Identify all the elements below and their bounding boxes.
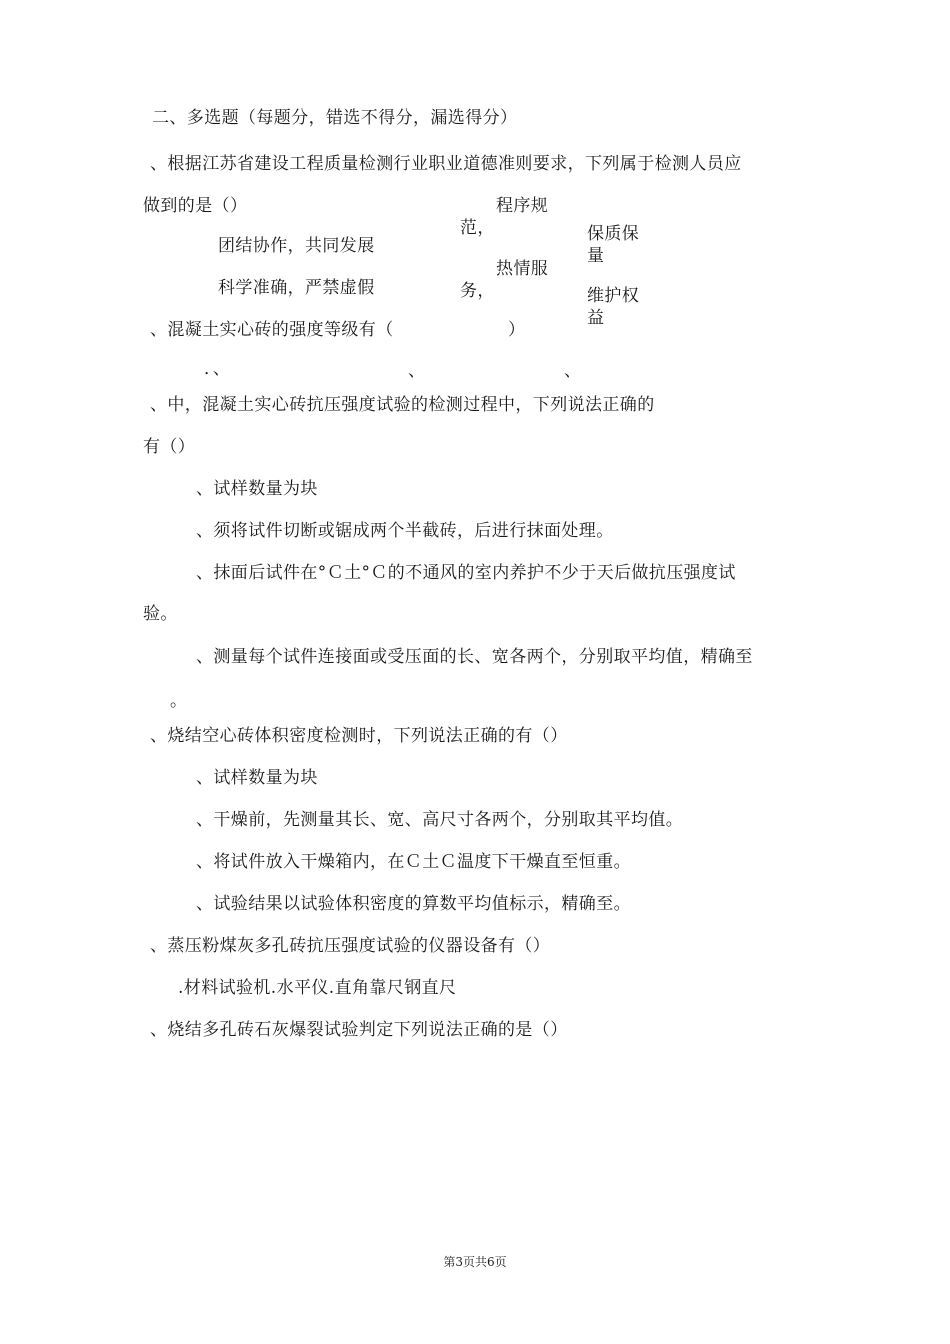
q1-option-d-part2: 务，: [460, 281, 495, 301]
question-5-line-1: 、蒸压粉煤灰多孔砖抗压强度试验的仪器设备有（）: [150, 936, 551, 956]
question-1-line-1: 、根据江苏省建设工程质量检测行业职业道德准则要求，下列属于检测人员应: [150, 154, 742, 174]
q1-option-f-part2: 益: [587, 308, 605, 328]
question-4-line-1: 、烧结空心砖体积密度检测时，下列说法正确的有（）: [150, 726, 568, 746]
q5-options: .材料试验机.水平仪.直角靠尺钢直尺: [178, 978, 457, 998]
page-number-footer: 第3页共6页: [443, 1255, 507, 1269]
q2-option-mark-3: 、: [564, 361, 582, 381]
q4-option-c: 、将试件放入干燥箱内，在Ｃ土Ｃ温度下干燥直至恒重。: [196, 852, 631, 872]
q3-option-d-continued: 。: [170, 691, 188, 711]
q1-option-a-part2: 范，: [460, 218, 495, 238]
q1-option-b: 团结协作，共同发展: [218, 236, 375, 256]
q3-option-a: 、试样数量为块: [196, 479, 318, 499]
q1-option-e: 科学准确，严禁虚假: [218, 278, 375, 298]
q2-option-mark-2: 、: [408, 361, 426, 381]
q1-option-d-part1: 热情服: [496, 259, 549, 279]
section-title: 二、多选题（每题分，错选不得分，漏选得分）: [152, 108, 518, 128]
question-3-line-1: 、中，混凝土实心砖抗压强度试验的检测过程中，下列说法正确的: [150, 395, 655, 415]
q3-option-d: 、测量每个试件连接面或受压面的长、宽各两个，分别取平均值，精确至: [196, 647, 753, 667]
question-1-line-2: 做到的是（）: [143, 196, 248, 216]
q4-option-a: 、试样数量为块: [196, 768, 318, 788]
q1-option-c-part2: 量: [587, 246, 605, 266]
q2-option-mark-1: ．、: [204, 359, 231, 379]
q3-option-c-continued: 验。: [143, 604, 178, 624]
q3-option-b: 、须将试件切断或锯成两个半截砖，后进行抹面处理。: [196, 521, 614, 541]
question-3-line-2: 有（）: [143, 437, 196, 457]
q4-option-d: 、试验结果以试验体积密度的算数平均值标示，精确至。: [196, 894, 631, 914]
question-2-line-1: 、混凝土实心砖的强度等级有（: [150, 320, 394, 340]
q4-option-b: 、干燥前，先测量其长、宽、高尺寸各两个，分别取其平均值。: [196, 810, 684, 830]
q1-option-f-part1: 维护权: [587, 286, 640, 306]
q1-option-c-part1: 保质保: [587, 224, 640, 244]
q1-option-a-part1: 程序规: [496, 196, 549, 216]
question-2-paren-close: ）: [508, 320, 526, 340]
q3-option-c: 、抹面后试件在°Ｃ土°Ｃ的不通风的室内养护不少于天后做抗压强度试: [196, 563, 736, 583]
question-6-line-1: 、烧结多孔砖石灰爆裂试验判定下列说法正确的是（）: [150, 1020, 568, 1040]
